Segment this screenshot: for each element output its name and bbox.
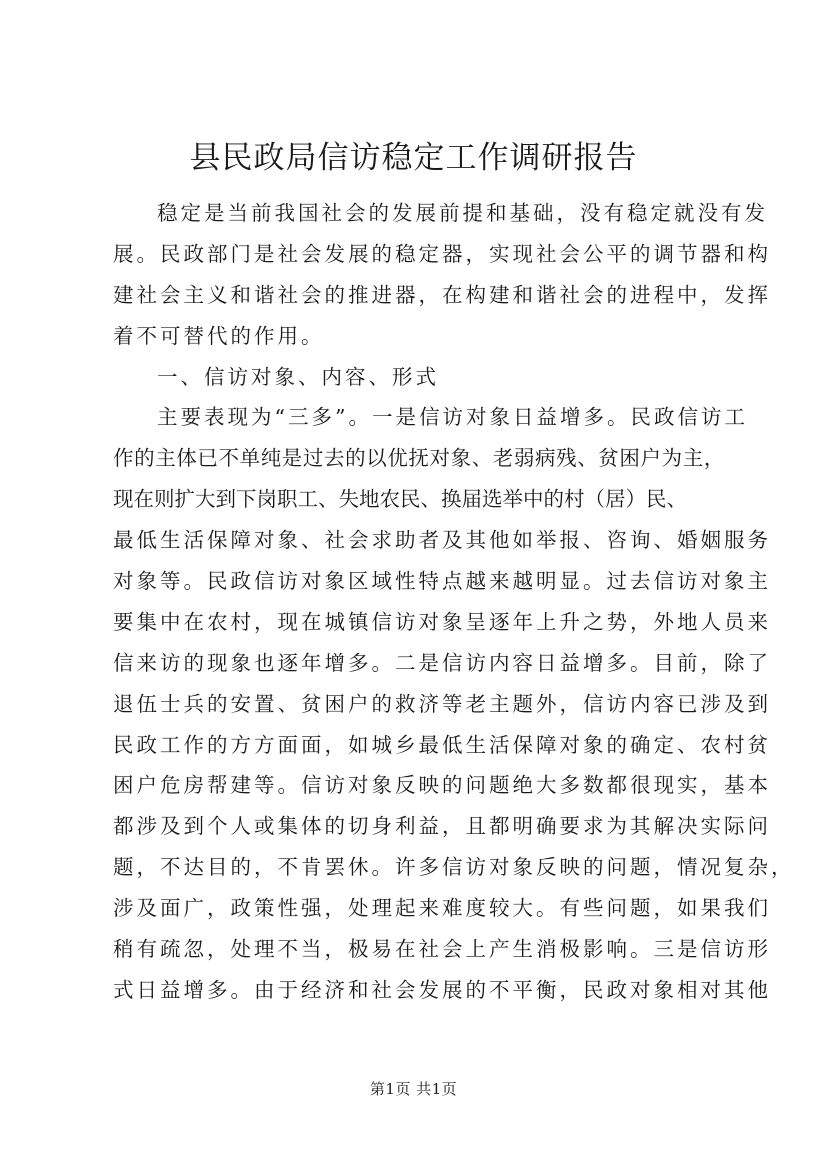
document-body [113, 193, 795, 1011]
paragraph-line: 稳定是当前我国社会的发展前提和基础，没有稳定就没有发 [157, 201, 768, 225]
paragraph-line: 题，不达目的，不肯罢休。许多信访对象反映的问题，情况复杂， [113, 855, 795, 880]
paragraph-line: 展。民政部门是社会发展的稳定器，实现社会公平的调节器和构 [113, 241, 771, 266]
paragraph-line: 都涉及到个人或集体的切身利益，且都明确要求为其解决实际问 [113, 814, 771, 839]
paragraph-line: 要集中在农村，现在城镇信访对象呈逐年上升之势，外地人员来 [113, 609, 771, 634]
paragraph-line: 涉及面广，政策性强，处理起来难度较大。有些问题，如果我们 [113, 896, 771, 921]
paragraph-line: 退伍士兵的安置、贫困户的救济等老主题外，信访内容已涉及到 [113, 691, 771, 716]
paragraph-line: 现在则扩大到下岗职工、失地农民、换届选举中的村（居）民、 [113, 487, 687, 512]
paragraph-line: 稍有疏忽，处理不当，极易在社会上产生消极影响。三是信访形 [113, 937, 771, 962]
paragraph-line: 着不可替代的作用。 [113, 323, 325, 348]
page-footer: 第1页 共1页 [369, 1080, 458, 1098]
paragraph-line: 建社会主义和谐社会的推进器，在构建和谐社会的进程中，发挥 [113, 282, 771, 307]
section-heading: 一、信访对象、内容、形式 [157, 364, 439, 389]
paragraph-line: 信来访的现象也逐年增多。二是信访内容日益增多。目前，除了 [113, 650, 771, 675]
paragraph-line: 主要表现为“三多”。一是信访对象日益增多。民政信访工 [157, 405, 748, 430]
paragraph-line: 对象等。民政信访对象区域性特点越来越明显。过去信访对象主 [113, 569, 771, 594]
paragraph-line: 困户危房帮建等。信访对象反映的问题绝大多数都很现实，基本 [113, 773, 771, 798]
paragraph-line: 作的主体已不单纯是过去的以优抚对象、老弱病残、贫困户为主， [113, 446, 725, 471]
document-title: 县民政局信访稳定工作调研报告 [189, 140, 638, 176]
paragraph-line: 最低生活保障对象、社会求助者及其他如举报、咨询、婚姻服务 [113, 528, 771, 553]
paragraph-line: 式日益增多。由于经济和社会发展的不平衡，民政对象相对其他 [113, 977, 771, 1002]
paragraph-line: 民政工作的方方面面，如城乡最低生活保障对象的确定、农村贫 [113, 732, 771, 757]
